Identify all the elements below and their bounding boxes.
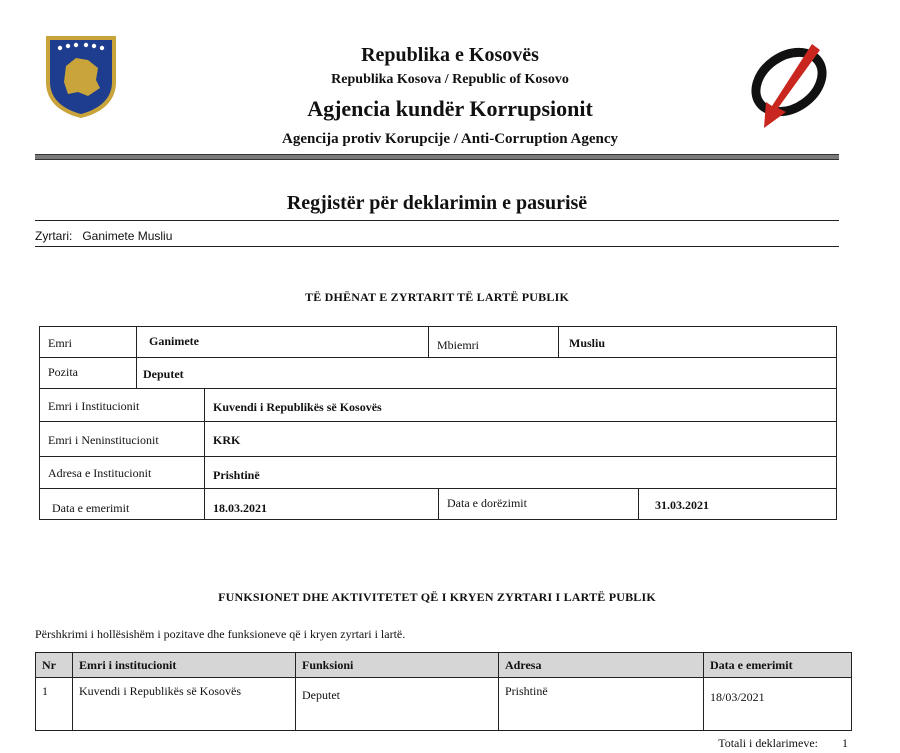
totals-value: 1 (842, 736, 848, 750)
official-label: Zyrtari: (35, 229, 73, 243)
details-row-address (40, 457, 836, 489)
details-row-dates (40, 489, 836, 519)
kosovo-coat-of-arms-icon (42, 32, 120, 120)
institution-label: Emri i Institucionit (48, 399, 140, 413)
totals-label: Totali i deklarimeve: (718, 736, 818, 750)
details-row-name (40, 327, 836, 358)
table-row (36, 678, 852, 731)
divider (35, 220, 839, 221)
cell-appointment-date: 18/03/2021 (704, 678, 852, 731)
section-title-functions: FUNKSIONET DHE AKTIVITETET QË I KRYEN ZYRTARI I LARTË PUBLIK (218, 590, 656, 604)
section-title-official-data: TË DHËNAT E ZYRTARIT TË LARTË PUBLIK (305, 290, 569, 304)
header-agency: Agjencia kundër Korrupsionit (307, 96, 593, 121)
appointment-date-value: 18.03.2021 (204, 489, 438, 519)
header-agency-translations: Agencija protiv Korupcije / Anti-Corruption Agency (282, 131, 618, 147)
subinstitution-label: Emri i Neninstitucionit (48, 433, 159, 447)
cell-function: Deputet (296, 678, 499, 731)
details-row-institution (40, 389, 836, 422)
col-header-appointment-date: Data e emerimit (704, 653, 852, 678)
official-details-box (39, 326, 837, 520)
address-value: Prishtinë (204, 457, 836, 488)
functions-table (35, 652, 852, 731)
pozita-label: Pozita (48, 365, 78, 379)
official-name: Ganimete Musliu (82, 229, 173, 243)
official-line (35, 229, 172, 243)
cell-institution: Kuvendi i Republikës së Kosovës (73, 678, 296, 731)
col-header-institution: Emri i institucionit (73, 653, 296, 678)
institution-value: Kuvendi i Republikës së Kosovës (204, 389, 836, 421)
header-country-translations: Republika Kosova / Republic of Kosovo (331, 72, 569, 87)
divider (35, 246, 839, 247)
details-row-position (40, 358, 836, 389)
emri-label: Emri (48, 336, 72, 350)
table-header-row (36, 653, 852, 678)
col-header-nr: Nr (36, 653, 73, 678)
totals-line (718, 736, 848, 751)
mbiemri-value: Musliu (558, 327, 836, 357)
col-header-function: Funksioni (296, 653, 499, 678)
section-description: Përshkrimi i hollësishëm i pozitave dhe funksioneve që i kryen zyrtari i lartë. (35, 627, 406, 641)
header-country: Republika e Kosovës (361, 44, 539, 66)
submission-date-label: Data e dorëzimit (438, 489, 638, 519)
col-header-address: Adresa (499, 653, 704, 678)
anti-corruption-agency-logo-icon (746, 36, 832, 132)
header-divider (35, 154, 839, 160)
details-row-subinstitution (40, 422, 836, 457)
register-title: Regjistër për deklarimin e pasurisë (286, 192, 588, 214)
emri-value: Ganimete (136, 327, 428, 357)
subinstitution-value: KRK (204, 422, 836, 456)
address-label: Adresa e Institucionit (48, 466, 152, 480)
cell-address: Prishtinë (499, 678, 704, 731)
pozita-value: Deputet (136, 358, 836, 388)
submission-date-value: 31.03.2021 (638, 489, 836, 519)
cell-nr: 1 (36, 678, 73, 731)
mbiemri-label: Mbiemri (428, 327, 558, 357)
appointment-date-label: Data e emerimit (52, 501, 130, 515)
